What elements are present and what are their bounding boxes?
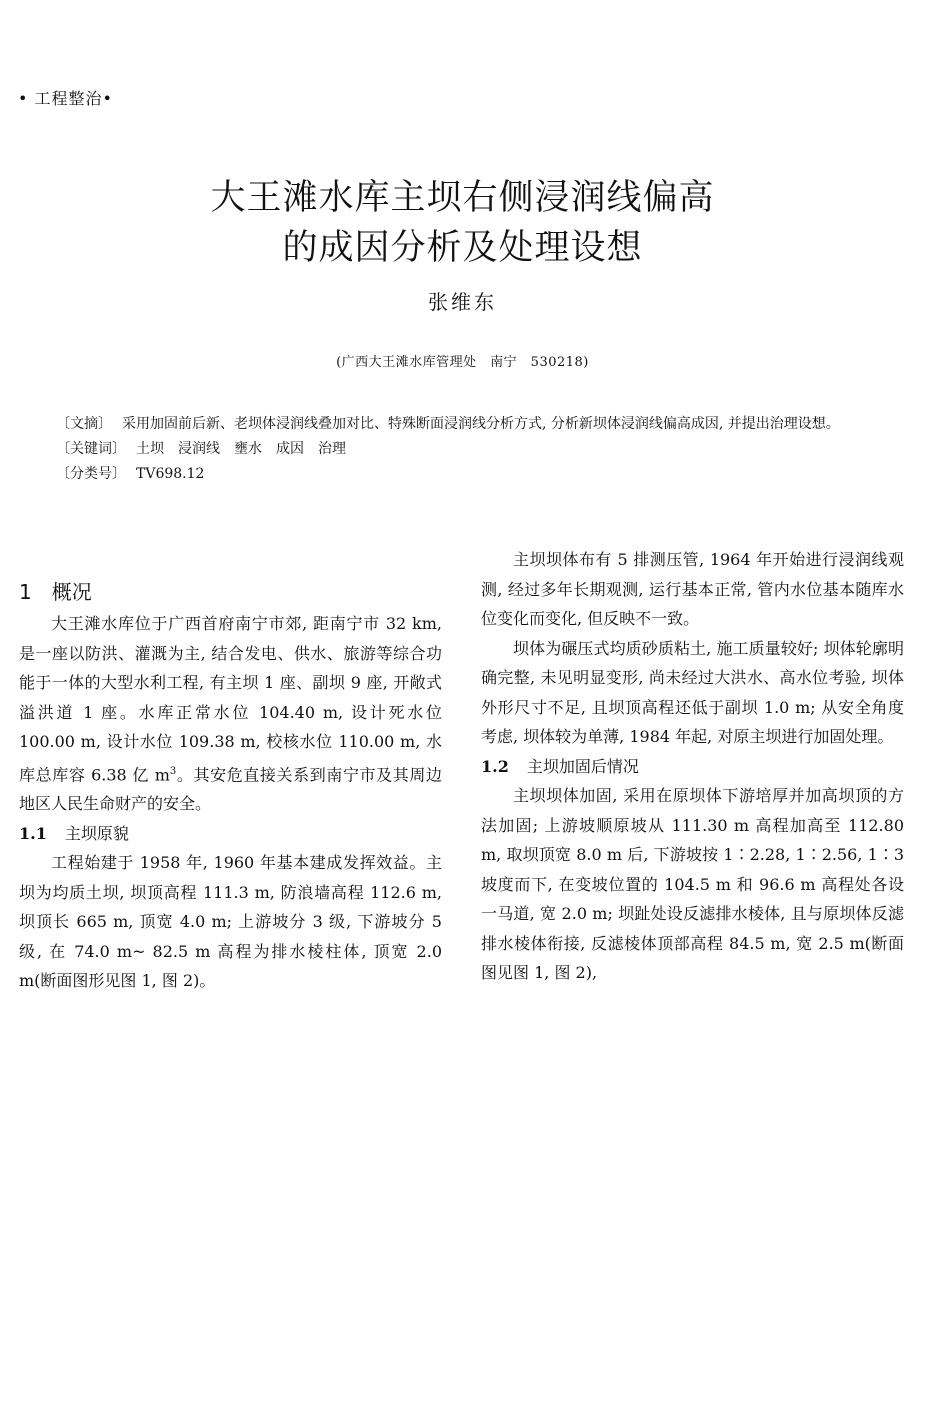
section-1-heading (19, 575, 442, 609)
subsection-number: 1.1 (19, 823, 47, 843)
abstract-block (56, 412, 876, 487)
right-column (481, 545, 904, 988)
subsection-1-1-heading (19, 819, 442, 849)
section-number: 1 (19, 580, 32, 604)
paragraph: 坝体为碾压式均质砂质粘土, 施工质量较好; 坝体轮廓明确完整, 未见明显变形, 尚未经过大洪水、高水位考验, 坝体外形尺寸不足, 且坝顶高程还低于副坝 1.0 m; 从安全角度考虑, 坝体较为单薄, 1984 年起, 对原主坝进行加固处理。 (481, 638, 904, 746)
paper-title (0, 173, 925, 273)
paragraph: 大王滩水库位于广西首府南宁市郊, 距南宁市 32 km, 是一座以防洪、灌溉为主, 结合发电、供水、旅游等综合功能于一体的大型水利工程, 有主坝 1 座、副坝 9 座, 开敞式溢洪道 1 座。水库正常水位 104.40 m, 设计死水位 100.00 m, 设计水位 109.38 m, 校核水位 110.00 m, 水库总库容 6.38 亿 $m^3$。其安危直接关系到南宁市及其周边地区人民生命财产的安全。 (19, 614, 442, 814)
affiliation: (广西大王滩水库管理处 南宁 530218) (336, 355, 589, 370)
keywords-text: 土坝 浸润线 壅水 成因 治理 (136, 441, 346, 457)
abstract-text: 采用加固前后新、老坝体浸润线叠加对比、特殊断面浸润线分析方式, 分析新坝体浸润线偏高成因, 并提出治理设想。 (122, 416, 840, 432)
section-title: 概况 (51, 580, 92, 604)
left-column (19, 575, 442, 996)
abstract-label: 〔文摘〕 (56, 416, 112, 432)
classification-text: TV698.12 (136, 466, 205, 482)
paragraph: 主坝坝体布有 5 排测压管, 1964 年开始进行浸润线观测, 经过多年长期观测, 运行基本正常, 管内水位基本随库水位变化而变化, 但反映不一致。 (481, 550, 904, 628)
classification-label: 〔分类号〕 (56, 466, 126, 482)
title-line-2: 的成因分析及处理设想 (282, 228, 643, 269)
keywords (56, 437, 876, 462)
subsection-number: 1.2 (481, 756, 509, 776)
classification (56, 462, 876, 487)
author-name: 张维东 (428, 290, 497, 314)
abstract (56, 412, 876, 437)
title-line-1: 大王滩水库主坝右侧浸润线偏高 (210, 178, 715, 219)
subsection-1-2-heading (481, 752, 904, 782)
superscript: 3 (169, 765, 177, 777)
keywords-label: 〔关键词〕 (56, 441, 126, 457)
paragraph: 工程始建于 1958 年, 1960 年基本建成发挥效益。主坝为均质土坝, 坝顶高程 111.3 m, 防浪墙高程 112.6 m, 坝顶长 665 m, 顶宽 4.0 m; 上游坡分 3 级, 下游坡分 5 级, 在 74.0 m~ 82.5 m 高程为排水棱柱体, 顶宽 2.0 m(断面图形见图 1, 图 2)。 (19, 853, 442, 991)
subsection-title: 主坝加固后情况 (526, 756, 639, 776)
subsection-title: 主坝原貌 (64, 823, 129, 843)
paragraph: 主坝坝体加固, 采用在原坝体下游培厚并加高坝顶的方法加固; 上游坡顺原坡从 111.30 m 高程加高至 112.80 m, 取坝顶宽 8.0 m 后, 下游坡按 1∶2.28, 1∶2.56, 1∶3 坡度而下, 在变坡位置的 104.5 m 和 96.6 m 高程处各设一马道, 宽 2.0 m; 坝趾处设反滤排水棱体, 且与原坝体反滤排水棱体衔接, 反滤棱体顶部高程 84.5 m, 宽 2.5 m(断面图见图 1, 图 2), (481, 786, 904, 982)
column-tag: • 工程整治• (18, 89, 113, 108)
